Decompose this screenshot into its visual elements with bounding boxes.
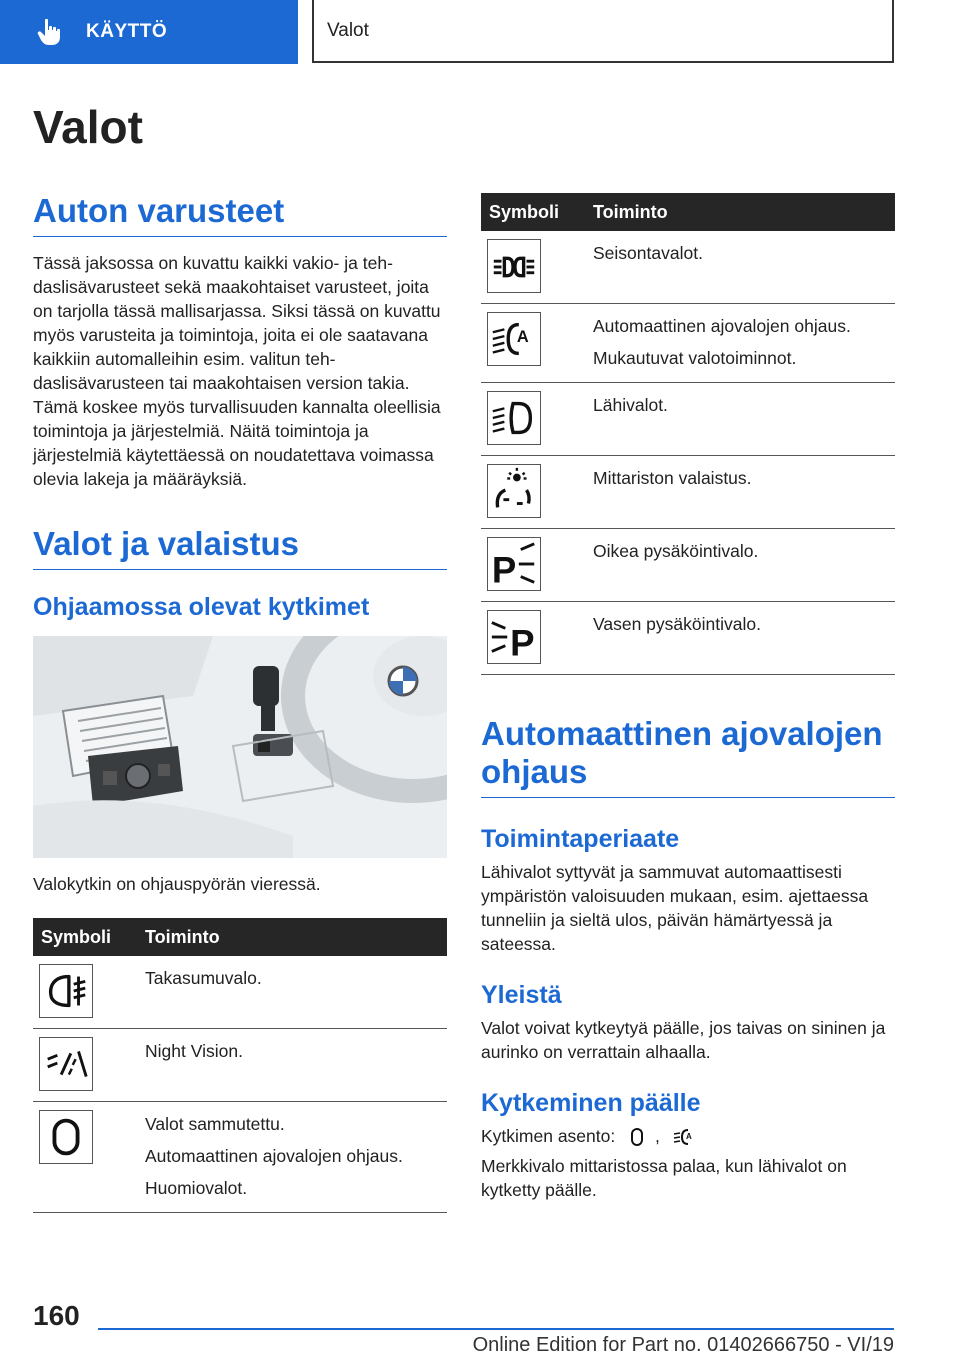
indicator-paragraph: Merkkivalo mittaristossa palaa, kun lähivalot on kytketty päälle.: [481, 1156, 847, 1200]
function-text: Seisontavalot.: [593, 243, 703, 263]
column-header-symbol: Symboli: [481, 193, 593, 231]
function-text: Oikea pysäköintivalo.: [593, 541, 759, 561]
right-column: [481, 193, 895, 1202]
general-paragraph: Valot voivat kytkeytyä päälle, jos taivas on sininen ja aurinko on verrattain alhaalla.: [481, 1018, 886, 1062]
function-text: Night Vision.: [145, 1041, 243, 1061]
function-text: Valot sammutettu.: [145, 1114, 285, 1134]
column-header-function: Toiminto: [145, 918, 447, 956]
parking-lights-icon: [487, 239, 541, 293]
section-heading-valot-ja-valaistus: Valot ja valaistus: [33, 525, 447, 570]
section-tab-label: KÄYTTÖ: [86, 21, 168, 42]
subheading-switches: Ohjaamossa olevat kytkimet: [33, 593, 370, 621]
page-number: 160: [33, 1300, 80, 1331]
chapter-title: Valot: [327, 19, 369, 41]
right-parking-light-icon: [487, 537, 541, 591]
svg-text:A: A: [685, 1132, 692, 1142]
table-row: [33, 1102, 447, 1213]
left-column: [33, 192, 447, 1213]
principle-paragraph: Lähivalot syttyvät ja sammuvat automaattisesti ympäristön valoisuuden mukaan, esim. ajettaessa tunneliin ja sieltä ulos, päivän hämärtyessä ja sateessa.: [481, 862, 869, 954]
switch-position-separator: ,: [654, 1126, 660, 1146]
function-text: Huomiovalot.: [145, 1178, 248, 1198]
svg-text:P: P: [510, 622, 535, 664]
photo-caption: Valokytkin on ohjauspyörän vieressä.: [33, 874, 321, 894]
switch-position-label: Kytkimen asento:: [481, 1126, 616, 1146]
auto-headlight-icon: [487, 312, 541, 366]
hand-pointer-icon: [36, 18, 62, 46]
equipment-paragraph: Tässä jaksossa on kuvattu kaikki vakio- ja tehdaslisävarusteet sekä maakohtaiset varusteet, joita on tarjolla tässä mallisarjassa. Siksi tässä on kuvattu myös varusteita ja toimintoja, joita ei ole saatavana kaikkiin automalleihin esim. valitun tehdaslisävarusteen tai maakohtaisen version takia. Tämä koskee myös turvallisuuden kannalta oleellisia toimintoja ja järjestelmiä. Näitä toimintoja ja järjestelmiä käytettäessä on noudatettava voimassa olevia lakeja ja määräyksiä.: [33, 253, 441, 489]
switch-position-line: [481, 1124, 895, 1148]
night-vision-icon: [39, 1037, 93, 1091]
function-text: Vasen pysäköintivalo.: [593, 614, 761, 634]
function-text: Automaattinen ajovalojen ohjaus.: [145, 1146, 403, 1166]
symbol-table-left: [33, 918, 447, 1213]
subheading-kytkeminen: Kytkeminen päälle: [481, 1089, 701, 1117]
table-row: [33, 1029, 447, 1102]
table-row: [481, 231, 895, 304]
rear-fog-light-icon: [39, 964, 93, 1018]
subheading-yleista: Yleistä: [481, 981, 562, 1009]
left-parking-light-icon: [487, 610, 541, 664]
subheading-toimintaperiaate: Toimintaperiaate: [481, 825, 680, 853]
page-title: Valot: [33, 101, 143, 153]
section-heading-auto-headlight: Automaattinen ajovalojen ohjaus: [481, 715, 895, 798]
column-header-symbol: Symboli: [33, 918, 145, 956]
function-text: Takasumuvalo.: [145, 968, 262, 988]
table-row: [481, 383, 895, 456]
section-heading-auton-varusteet: Auton varusteet: [33, 192, 447, 237]
section-tab[interactable]: [0, 0, 298, 64]
function-text: Lähivalot.: [593, 395, 668, 415]
low-beam-icon: [487, 391, 541, 445]
edition-text: Online Edition for Part no. 01402666750 - VI/19: [472, 1334, 894, 1356]
table-row: [481, 304, 895, 383]
table-row: [481, 456, 895, 529]
function-text: Automaattinen ajovalojen ohjaus.: [593, 316, 851, 336]
function-text: Mittariston valaistus.: [593, 468, 752, 488]
auto-headlight-inline-icon: [673, 1127, 695, 1147]
function-text: Mukautuvat valotoiminnot.: [593, 348, 797, 368]
zero-position-icon: [630, 1127, 644, 1147]
cockpit-switch-photo: [33, 636, 447, 858]
footer-rule: [98, 1328, 894, 1330]
svg-text:P: P: [491, 549, 517, 591]
table-row: [481, 529, 895, 602]
lights-off-zero-icon: [39, 1110, 93, 1164]
table-row: [33, 956, 447, 1029]
instrument-lighting-icon: [487, 464, 541, 518]
chapter-header: [312, 0, 894, 63]
table-row: [481, 602, 895, 675]
svg-text:A: A: [516, 327, 529, 346]
column-header-function: Toiminto: [593, 193, 895, 231]
symbol-table-right: [481, 193, 895, 675]
